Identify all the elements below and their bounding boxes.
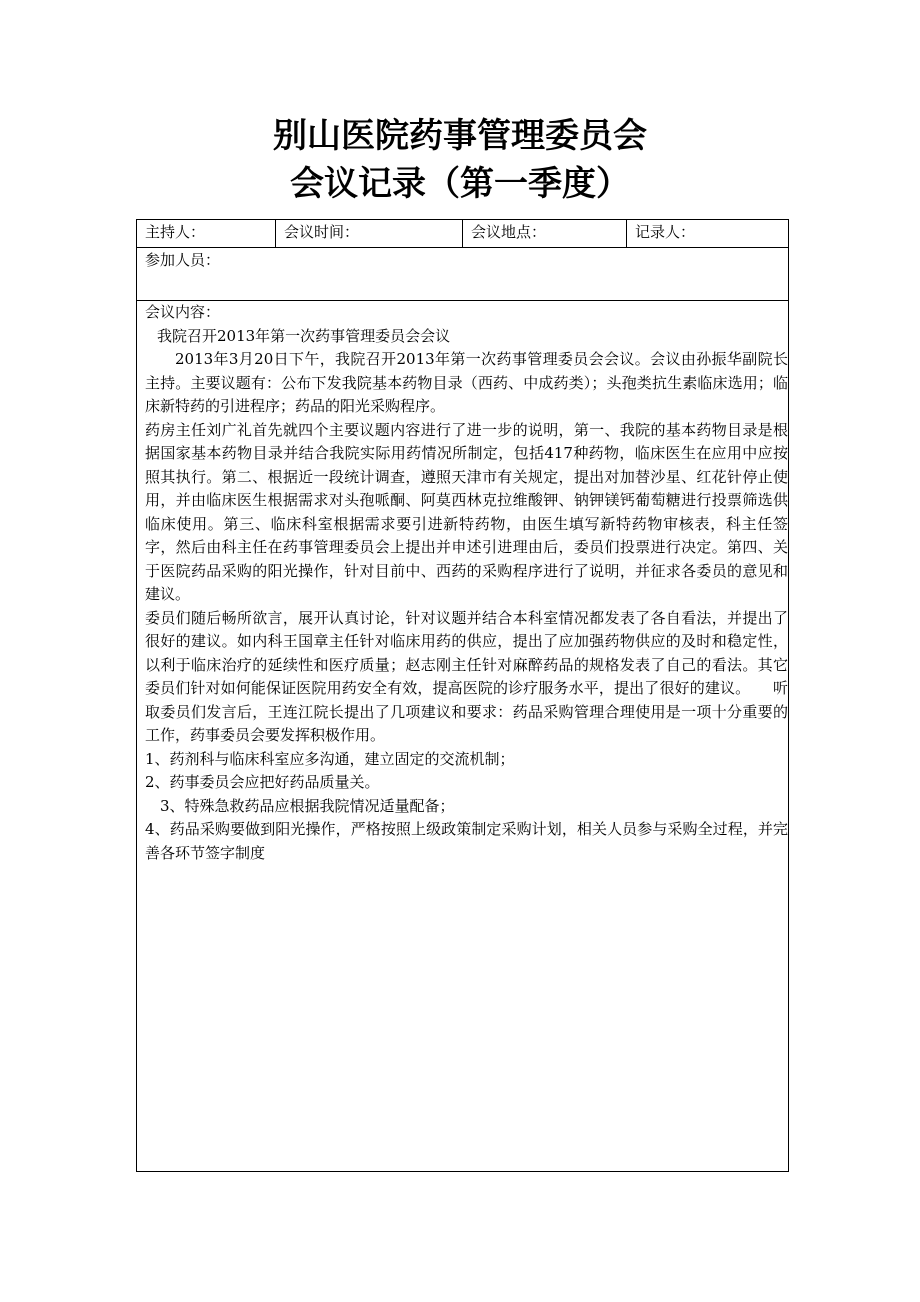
meeting-location-cell: [463, 220, 627, 248]
content-paragraph-2: 药房主任刘广礼首先就四个主要议题内容进行了进一步的说明，第一、我院的基本药物目录是根据国家基本药物目录并结合我院实际用药情况所制定，包括417种药物，临床医生在应用中应按照其执行。第二、根据近一段统计调查，遵照天津市有关规定，提出对加替沙星、红花针停止使用，并由临床医生根据需求对头孢哌酮、阿莫西林克拉维酸钾、钠钾镁钙葡萄糖进行投票筛选供临床使用。第三、临床科室根据需求要引进新特药物，由医生填写新特药物审核表，科主任签字，然后由科主任在药事管理委员会上提出并申述引进理由后，委员们投票进行决定。第四、关于医院药品采购的阳光操作，针对目前中、西药的采购程序进行了说明，并征求各委员的意见和建议。: [145, 420, 788, 603]
meeting-location-label: 会议地点：: [471, 223, 547, 241]
meeting-time-cell: [276, 220, 463, 248]
attendees-cell: [137, 248, 789, 301]
content-item-3: 3、特殊急救药品应根据我院情况适量配备；: [160, 796, 455, 815]
content-label: 会议内容：: [145, 303, 221, 321]
content-item-1: 1、药剂科与临床科室应多沟通，建立固定的交流机制；: [145, 749, 515, 768]
content-row: [137, 301, 789, 1172]
host-cell: [137, 220, 276, 248]
meeting-record-table: [136, 219, 789, 1172]
content-item-2: 2、药事委员会应把好药品质量关。: [145, 773, 380, 791]
host-label: 主持人：: [145, 223, 206, 241]
content-headline: 我院召开2013年第一次药事管理委员会会议: [157, 326, 451, 345]
content-item-4: 4、药品采购要做到阳光操作，严格按照上级政策制定采购计划，相关人员参与采购全过程，并完善各环节签字制度: [145, 820, 788, 862]
attendees-label: 参加人员：: [145, 251, 221, 269]
recorder-cell: [627, 220, 789, 248]
meeting-content-cell: [137, 301, 789, 1172]
document-title-line-1: 别山医院药事管理委员会: [273, 116, 647, 156]
meeting-time-label: 会议时间：: [284, 223, 360, 241]
header-row: [137, 220, 789, 248]
content-paragraph-3: 委员们随后畅所欲言，展开认真讨论，针对议题并结合本科室情况都发表了各自看法，并提出了很好的建议。如内科王国章主任针对临床用药的供应，提出了应加强药物供应的及时和稳定性，以利于临床治疗的延续性和医疗质量；赵志刚主任针对麻醉药品的规格发表了自己的看法。其它委员们针对如何能保证医院用药安全有效，提高医院的诊疗服务水平，提出了很好的建议。 听取委员们发言后，王连江院长提出了几项建议和要求：药品采购管理合理使用是一项十分重要的工作，药事委员会要发挥积极作用。: [145, 608, 788, 744]
content-paragraph-1: 2013年3月20日下午，我院召开2013年第一次药事管理委员会会议。会议由孙振华副院长主持。主要议题有：公布下发我院基本药物目录（西药、中成药类）；头孢类抗生素临床选用；临床新特药的引进程序；药品的阳光采购程序。: [145, 350, 788, 415]
recorder-label: 记录人：: [635, 223, 696, 241]
attendees-row: [137, 248, 789, 301]
document-title-line-2: 会议记录（第一季度）: [290, 164, 630, 204]
